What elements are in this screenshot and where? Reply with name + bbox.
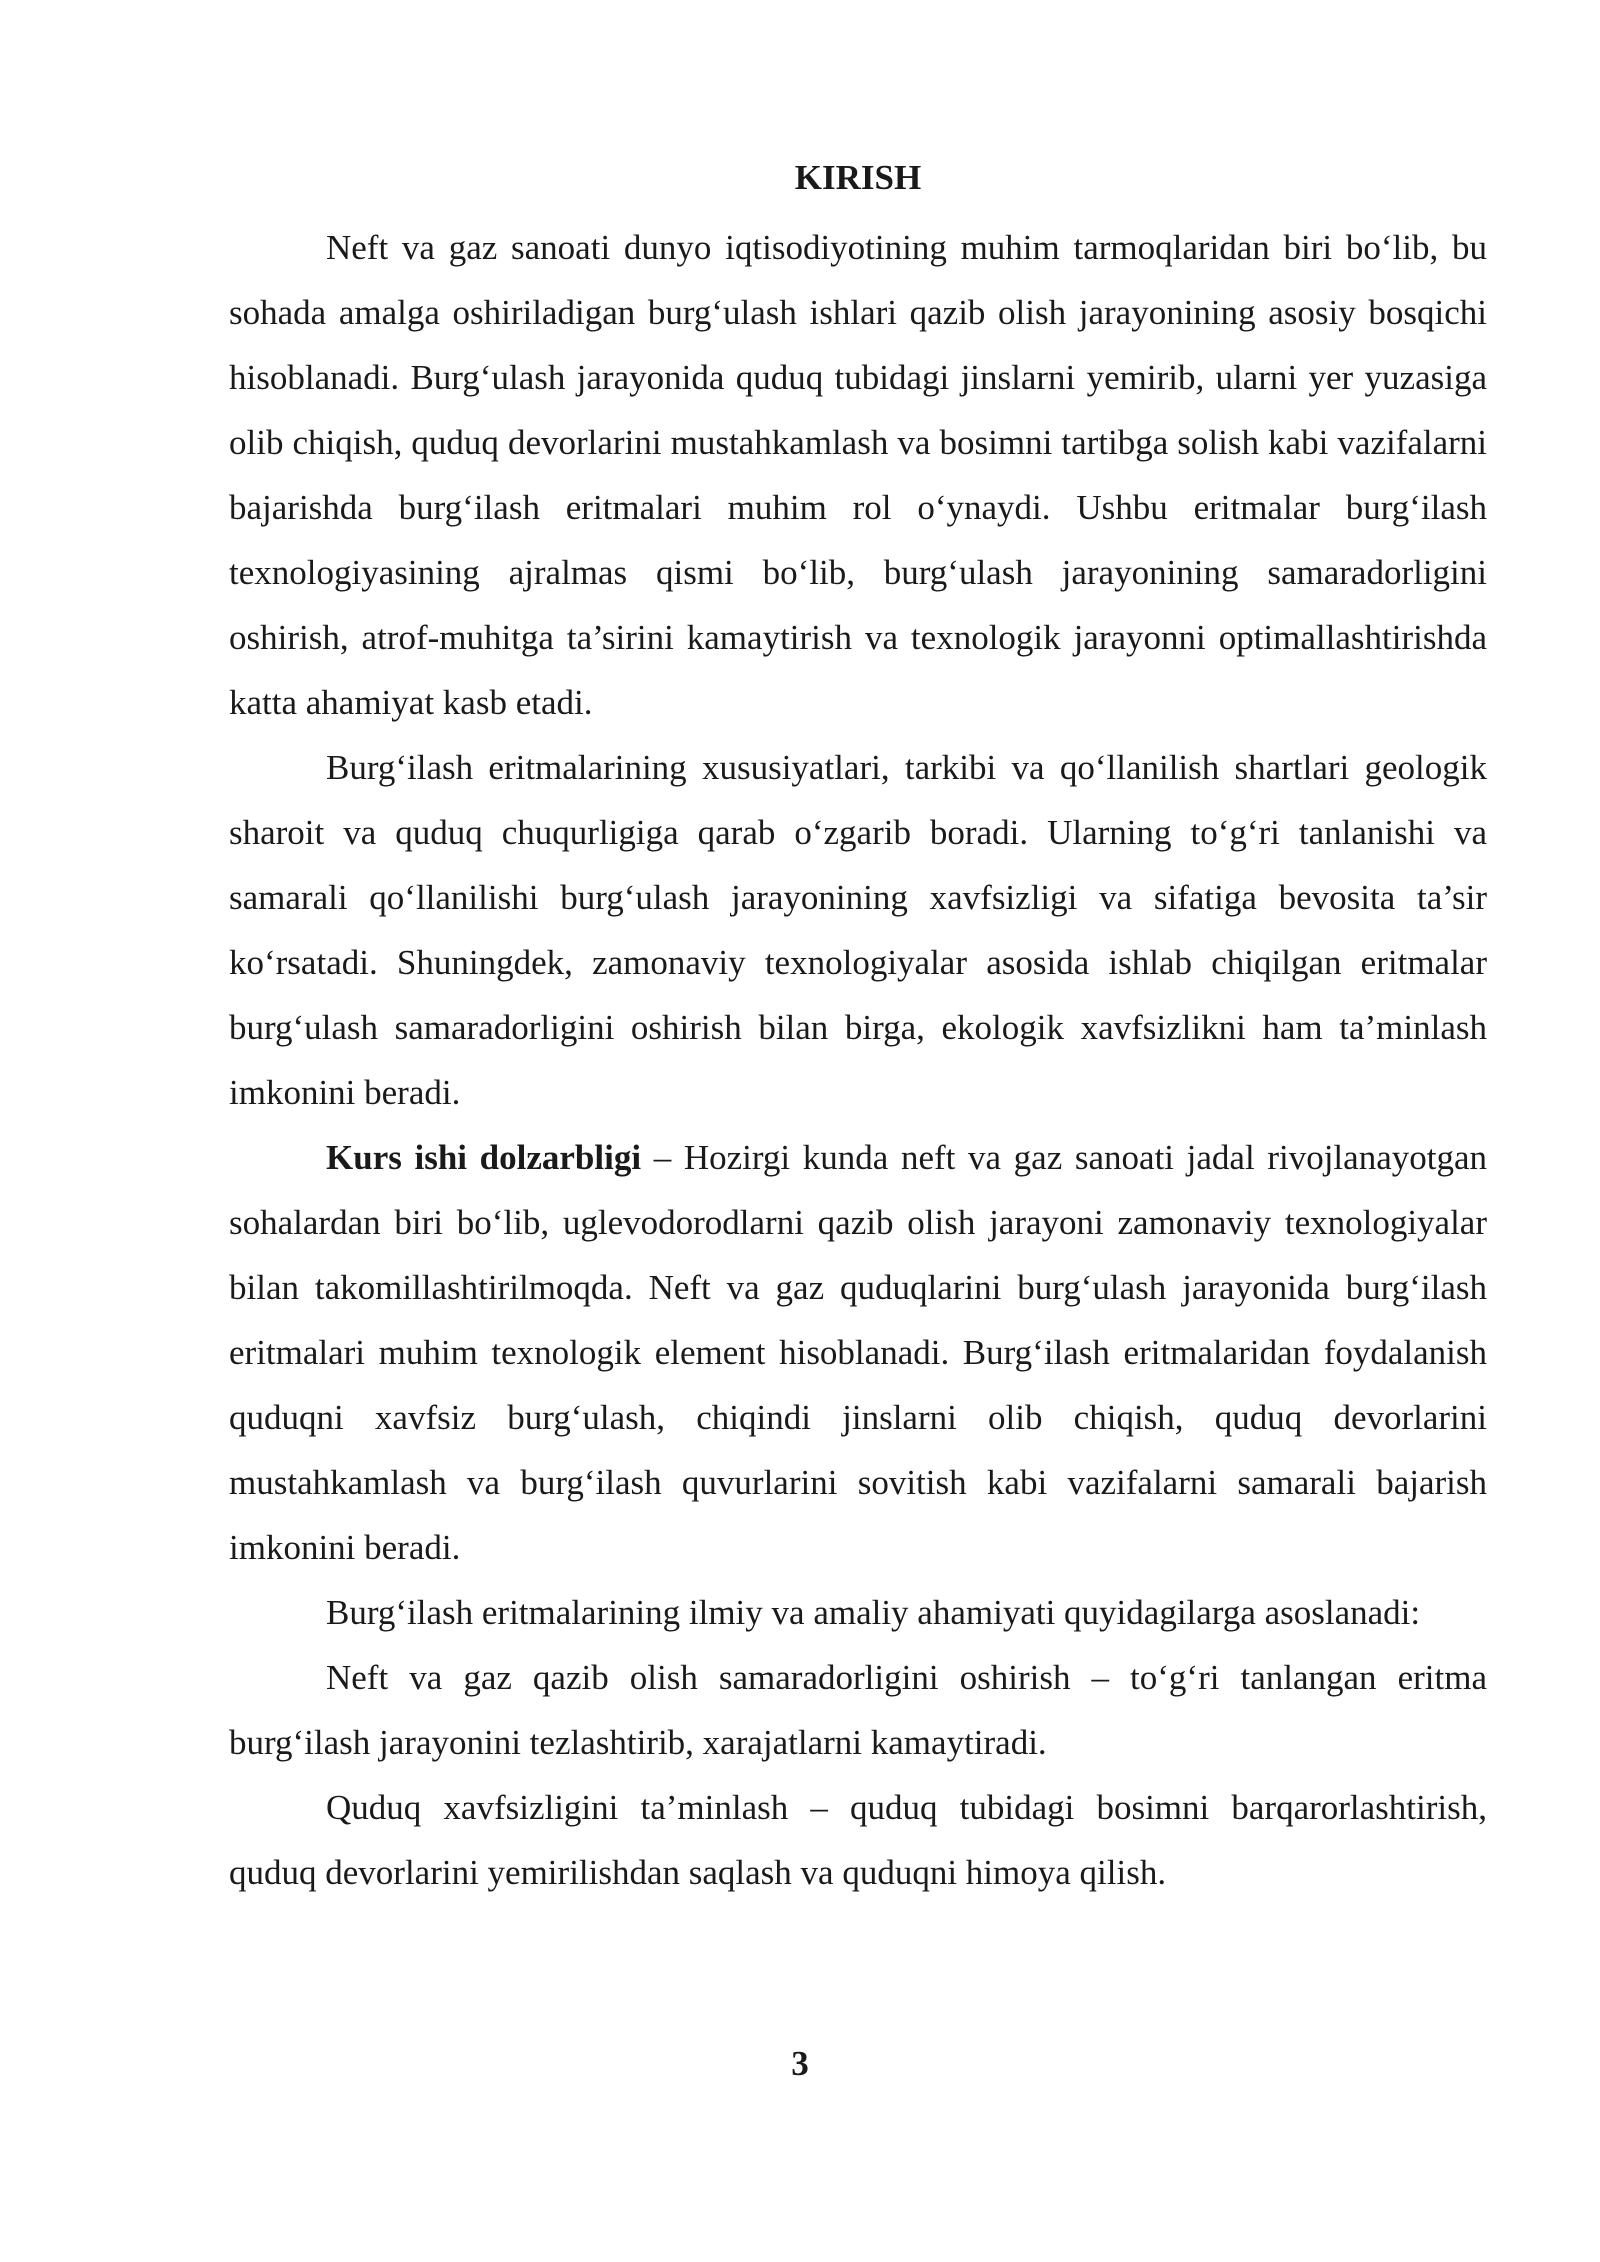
section-title: KIRISH (794, 158, 922, 197)
paragraph-text: Burg‘ilash eritmalarining ilmiy va amaliy ahamiyati quyidagilarga asoslanadi: (326, 1593, 1421, 1632)
paragraph-relevance (229, 1125, 1487, 1580)
paragraph-text: – Hozirgi kunda neft va gaz sanoati jadal rivojlanayotgan sohalardan biri bo‘lib, uglevodorodlarni qazib olish jarayoni zamonaviy texnologiyalar bilan takomillashtirilmoqda. Neft va gaz quduqlarini burg‘ulash jarayonida burg‘ilash eritmalari muhim texnologik element hisoblanadi. Burg‘ilash eritmalaridan foydalanish quduqni xavfsiz burg‘ulash, chiqindi jinslarni olib chiqish, quduq devorlarini mustahkamlash va burg‘ilash quvurlarini sovitish kabi vazifalarni samarali bajarish imkonini beradi. (229, 1138, 1487, 1567)
paragraph-lead: Kurs ishi dolzarbligi (326, 1138, 642, 1177)
page-content (229, 150, 1487, 1905)
paragraph-intro (229, 215, 1487, 735)
paragraph-safety (229, 1775, 1487, 1905)
page-number: 3 (791, 2044, 809, 2083)
paragraph-properties (229, 735, 1487, 1125)
paragraph-significance (229, 1580, 1487, 1645)
paragraph-text: Quduq xavfsizligini ta’minlash – quduq tubidagi bosimni barqarorlashtirish, quduq devorlarini yemirilishdan saqlash va quduqni himoya qilish. (229, 1788, 1487, 1892)
paragraph-text: Burg‘ilash eritmalarining xususiyatlari, tarkibi va qo‘llanilish shartlari geologik sharoit va quduq chuqurligiga qarab o‘zgarib boradi. Ularning to‘g‘ri tanlanishi va samarali qo‘llanilishi burg‘ulash jarayonining xavfsizligi va sifatiga bevosita ta’sir ko‘rsatadi. Shuningdek, zamonaviy texnologiyalar asosida ishlab chiqilgan eritmalar burg‘ulash samaradorligini oshirish bilan birga, ekologik xavfsizlikni ham ta’minlash imkonini beradi. (229, 748, 1487, 1112)
paragraph-text: Neft va gaz qazib olish samaradorligini oshirish – to‘g‘ri tanlangan eritma burg‘ilash jarayonini tezlashtirib, xarajatlarni kamaytiradi. (229, 1658, 1487, 1762)
paragraph-text: Neft va gaz sanoati dunyo iqtisodiyotining muhim tarmoqlaridan biri bo‘lib, bu sohada amalga oshiriladigan burg‘ulash ishlari qazib olish jarayonining asosiy bosqichi hisoblanadi. Burg‘ulash jarayonida quduq tubidagi jinslarni yemirib, ularni yer yuzasiga olib chiqish, quduq devorlarini mustahkamlash va bosimni tartibga solish kabi vazifalarni bajarishda burg‘ilash eritmalari muhim rol o‘ynaydi. Ushbu eritmalar burg‘ilash texnologiyasining ajralmas qismi bo‘lib, burg‘ulash jarayonining samaradorligini oshirish, atrof-muhitga ta’sirini kamaytirish va texnologik jarayonni optimallashtirishda katta ahamiyat kasb etadi. (229, 228, 1487, 722)
paragraph-efficiency (229, 1645, 1487, 1775)
